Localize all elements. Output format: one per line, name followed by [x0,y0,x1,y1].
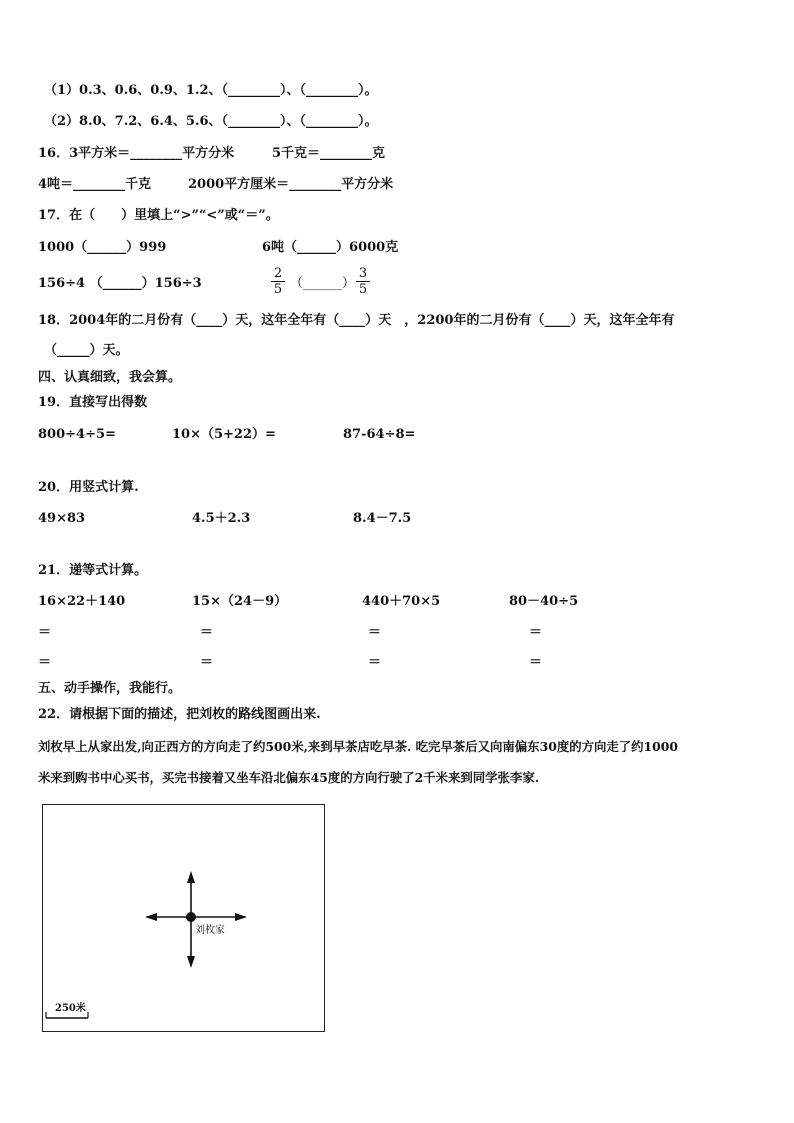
equals-sign: ＝ [368,655,382,670]
q15-line-1: （1）0.3、0.6、0.9、1.2、（________）、（________）。 [44,83,378,98]
fraction-denominator: 5 [358,282,368,297]
west-arrow-icon [145,913,157,921]
q21-item-1: 16×22＋140 [38,594,126,609]
q22-description-line-2: 米来到购书中心买书，买完书接着又坐车沿北偏东45度的方向行驶了2千米来到同学张李家. [38,770,540,785]
q22-description-line-1: 刘枚早上从家出发,向正西方的方向走了约500米,来到早茶店吃早茶. 吃完早茶后又向南偏东30度的方向走了约1000 [38,739,679,754]
q18-line-2: （_____）天。 [44,343,129,358]
east-arrow-icon [235,913,247,921]
equals-sign: ＝ [38,655,52,670]
section-4-heading: 四、认真细致，我会算。 [38,370,182,385]
south-arrow-icon [187,956,195,968]
equals-sign: ＝ [529,625,543,640]
route-map-canvas[interactable] [42,804,325,1032]
q19-title: 19．直接写出得数 [38,395,148,410]
q21-title: 21．递等式计算。 [38,563,148,578]
q18-line-1: 18．2004年的二月份有（____）天，这年全年有（____）天 ，2200年的二月份有（____）天，这年全年有 [38,313,675,328]
q21-item-4: 80－40÷5 [509,594,579,609]
q22-title: 22．请根据下面的描述，把刘枚的路线图画出来. [38,707,321,722]
fraction-numerator: 2 [271,266,285,282]
q16-item-1: 16．3平方米＝________平方分米 [38,146,235,161]
q17-compare-1: 1000（______）999 [38,240,167,255]
q20-item-2: 4.5＋2.3 [192,511,251,526]
q17-compare-4-blank: （______） [290,276,356,291]
q16-item-4: 2000平方厘米＝________平方分米 [188,177,394,192]
q20-item-3: 8.4－7.5 [353,511,412,526]
fraction-numerator: 3 [356,266,370,282]
q16-item-3: 4吨＝________千克 [38,177,152,192]
fraction-denominator: 5 [273,282,283,297]
q20-item-1: 49×83 [38,511,86,526]
section-5-heading: 五、动手操作，我能行。 [38,681,182,696]
q21-item-3: 440＋70×5 [362,594,441,609]
q19-item-3: 87-64÷8= [343,427,416,442]
equals-sign: ＝ [200,655,214,670]
q17-title: 17．在（ ）里填上“>”“<”或“＝”。 [38,208,279,223]
q15-line-2: （2）8.0、7.2、6.4、5.6、（________）、（________）。 [44,114,378,129]
q17-fraction-left [271,266,285,297]
q16-item-2: 5千克＝________克 [272,146,386,161]
equals-sign: ＝ [368,625,382,640]
q21-item-2: 15×（24－9） [192,594,288,609]
q17-fraction-right [356,266,370,297]
q19-item-2: 10×（5+22）= [172,427,276,442]
north-arrow-icon [187,871,195,883]
q17-compare-3: 156÷4 （______）156÷3 [38,276,202,291]
equals-sign: ＝ [38,625,52,640]
home-label: 刘枚家 [195,925,225,936]
q19-item-1: 800÷4÷5= [38,427,116,442]
equals-sign: ＝ [529,655,543,670]
equals-sign: ＝ [200,625,214,640]
q20-title: 20．用竖式计算. [38,480,139,495]
q17-compare-2: 6吨（______）6000克 [262,240,399,255]
scale-label: 250米 [55,1003,86,1014]
